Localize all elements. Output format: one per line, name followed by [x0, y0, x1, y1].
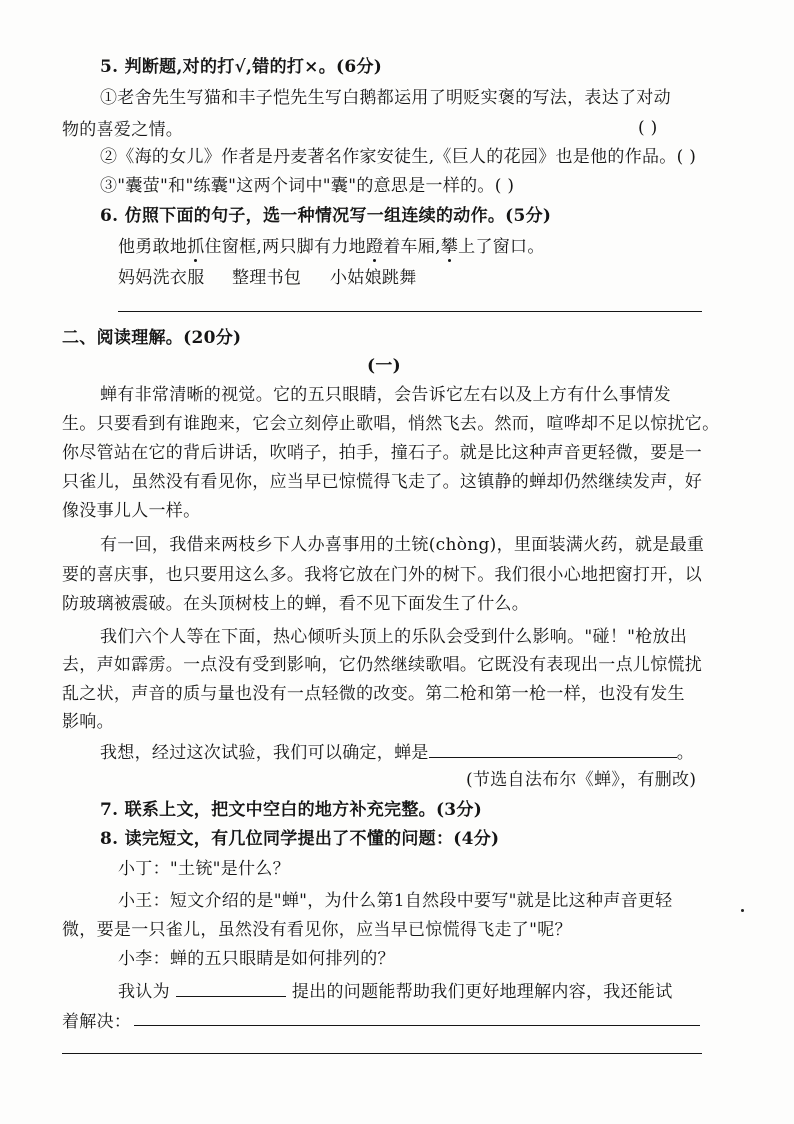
- passage-p2-line1: 有一回，我借来两枝乡下人办喜事用的土铳(chòng)，里面装满火药，就是最重: [100, 535, 705, 555]
- passage-source: (节选自法布尔《蝉》，有删改): [466, 770, 697, 790]
- q8-question-li: 小李：蝉的五只眼睛是如何排列的？: [118, 949, 395, 969]
- q5-item1-answer-bracket[interactable]: ( ): [638, 118, 658, 138]
- q6-example-verb-grab: 抓: [187, 237, 205, 257]
- passage-p4-suffix: 。: [676, 743, 695, 763]
- q8-answer-prefix: 我认为: [118, 982, 170, 1002]
- q8-answer-line1: [118, 980, 673, 1003]
- q6-example-verb-push: 蹬: [365, 237, 384, 257]
- section2-title: 二、阅读理解。(20分): [62, 328, 242, 348]
- q8-answer-middle: 提出的问题能帮助我们更好地理解内容，我还能试: [291, 982, 673, 1002]
- q8-answer-line3-rule[interactable]: [62, 1053, 702, 1054]
- q8-title: 8. 读完短文，有几位同学提出了不懂的问题：(4分): [100, 829, 500, 849]
- passage-p2-line3: 防玻璃被震破。在头顶树枝上的蝉，看不见下面发生了什么。: [62, 594, 530, 614]
- passage-p1-line2: 生。只要看到有谁跑来，它会立刻停止歌唱，悄然飞去。然而，喧哗却不足以惊扰它。: [62, 414, 720, 434]
- q7-title: 7. 联系上文，把文中空白的地方补充完整。(3分): [100, 800, 483, 820]
- q8-question-wang-line2: 微，要是一只雀儿，虽然没有看见你，应当早已惊慌得飞走了"呢？: [62, 920, 572, 940]
- q8-question-wang-line1: 小王：短文介绍的是"蝉"，为什么第1自然段中要写"就是比这种声音更轻: [118, 891, 673, 911]
- q8-answer-line2: [62, 1011, 131, 1033]
- q5-item2: ②《海的女儿》作者是丹麦著名作家安徒生,《巨人的花园》也是他的作品。( ): [100, 147, 697, 167]
- q6-example-part1: 他勇敢地: [118, 237, 188, 257]
- q5-item3: ③"囊萤"和"练囊"这两个词中"囊"的意思是一样的。( ): [100, 176, 515, 196]
- scan-speck: [741, 909, 744, 912]
- passage-number: (一): [367, 356, 401, 376]
- q8-question-ding: 小丁："土铳"是什么？: [118, 859, 290, 879]
- q6-example-part2: 住窗框,两只脚有力地: [204, 237, 366, 257]
- q6-answer-line[interactable]: [118, 311, 702, 312]
- q8-answer-solve-label: 着解决：: [62, 1012, 132, 1032]
- q6-option-dance: 小姑娘跳舞: [330, 268, 417, 288]
- passage-p3-line3: 乱之状，声音的质与量也没有一点轻微的改变。第二枪和第一枪一样，也没有发生: [62, 684, 685, 704]
- q5-title: 5. 判断题,对的打√,错的打×。(6分): [100, 57, 383, 77]
- passage-p4-prefix: 我想，经过这次试验，我们可以确定，蝉是: [100, 743, 429, 763]
- q6-example-part3: 着车厢,: [383, 237, 441, 257]
- passage-p1-line1: 蝉有非常清晰的视觉。它的五只眼睛，会告诉它左右以及上方有什么事情发: [100, 385, 671, 405]
- passage-p3-line1: 我们六个人等在下面，热心倾听头顶上的乐队会受到什么影响。"碰！"枪放出: [100, 627, 688, 647]
- q6-title: 6. 仿照下面的句子，选一种情况写一组连续的动作。(5分): [100, 206, 552, 226]
- passage-p3-line4: 影响。: [62, 712, 114, 732]
- q6-example-sentence: [118, 236, 545, 258]
- passage-p1-line5: 像没事儿人一样。: [62, 501, 201, 521]
- passage-p2-line2: 要的喜庆事，也只要用这么多。我将它放在门外的树下。我们很小心地把窗打开，以: [62, 565, 703, 585]
- passage-p1-line4: 只雀儿，虽然没有看见你，应当早已惊慌得飞走了。这镇静的蝉却仍然继续发声，好: [62, 472, 703, 492]
- q6-option-laundry: 妈妈洗衣服: [118, 268, 205, 288]
- q5-item1-line1: ①老舍先生写猫和丰子恺先生写白鹅都运用了明贬实褒的写法，表达了对动: [100, 88, 671, 108]
- q8-answer-name-blank[interactable]: [176, 980, 286, 997]
- passage-p4-line: [100, 741, 694, 764]
- q6-option-schoolbag: 整理书包: [232, 268, 302, 288]
- passage-p3-line2: 去，声如霹雳。一点没有受到影响，它仍然继续歌唱。它既没有表现出一点儿惊慌扰: [62, 655, 703, 675]
- q5-item1-line2: 物的喜爱之情。: [62, 120, 184, 140]
- q8-answer-line2-rule[interactable]: [134, 1025, 700, 1026]
- passage-p4-blank[interactable]: [429, 741, 677, 758]
- q6-example-part4: 上了窗口。: [458, 237, 545, 257]
- passage-p1-line3: 你尽管站在它的背后讲话，吹哨子，拍手，撞石子。就是比这种声音更轻微，要是一: [62, 443, 703, 463]
- q6-example-verb-climb: 攀: [440, 237, 459, 257]
